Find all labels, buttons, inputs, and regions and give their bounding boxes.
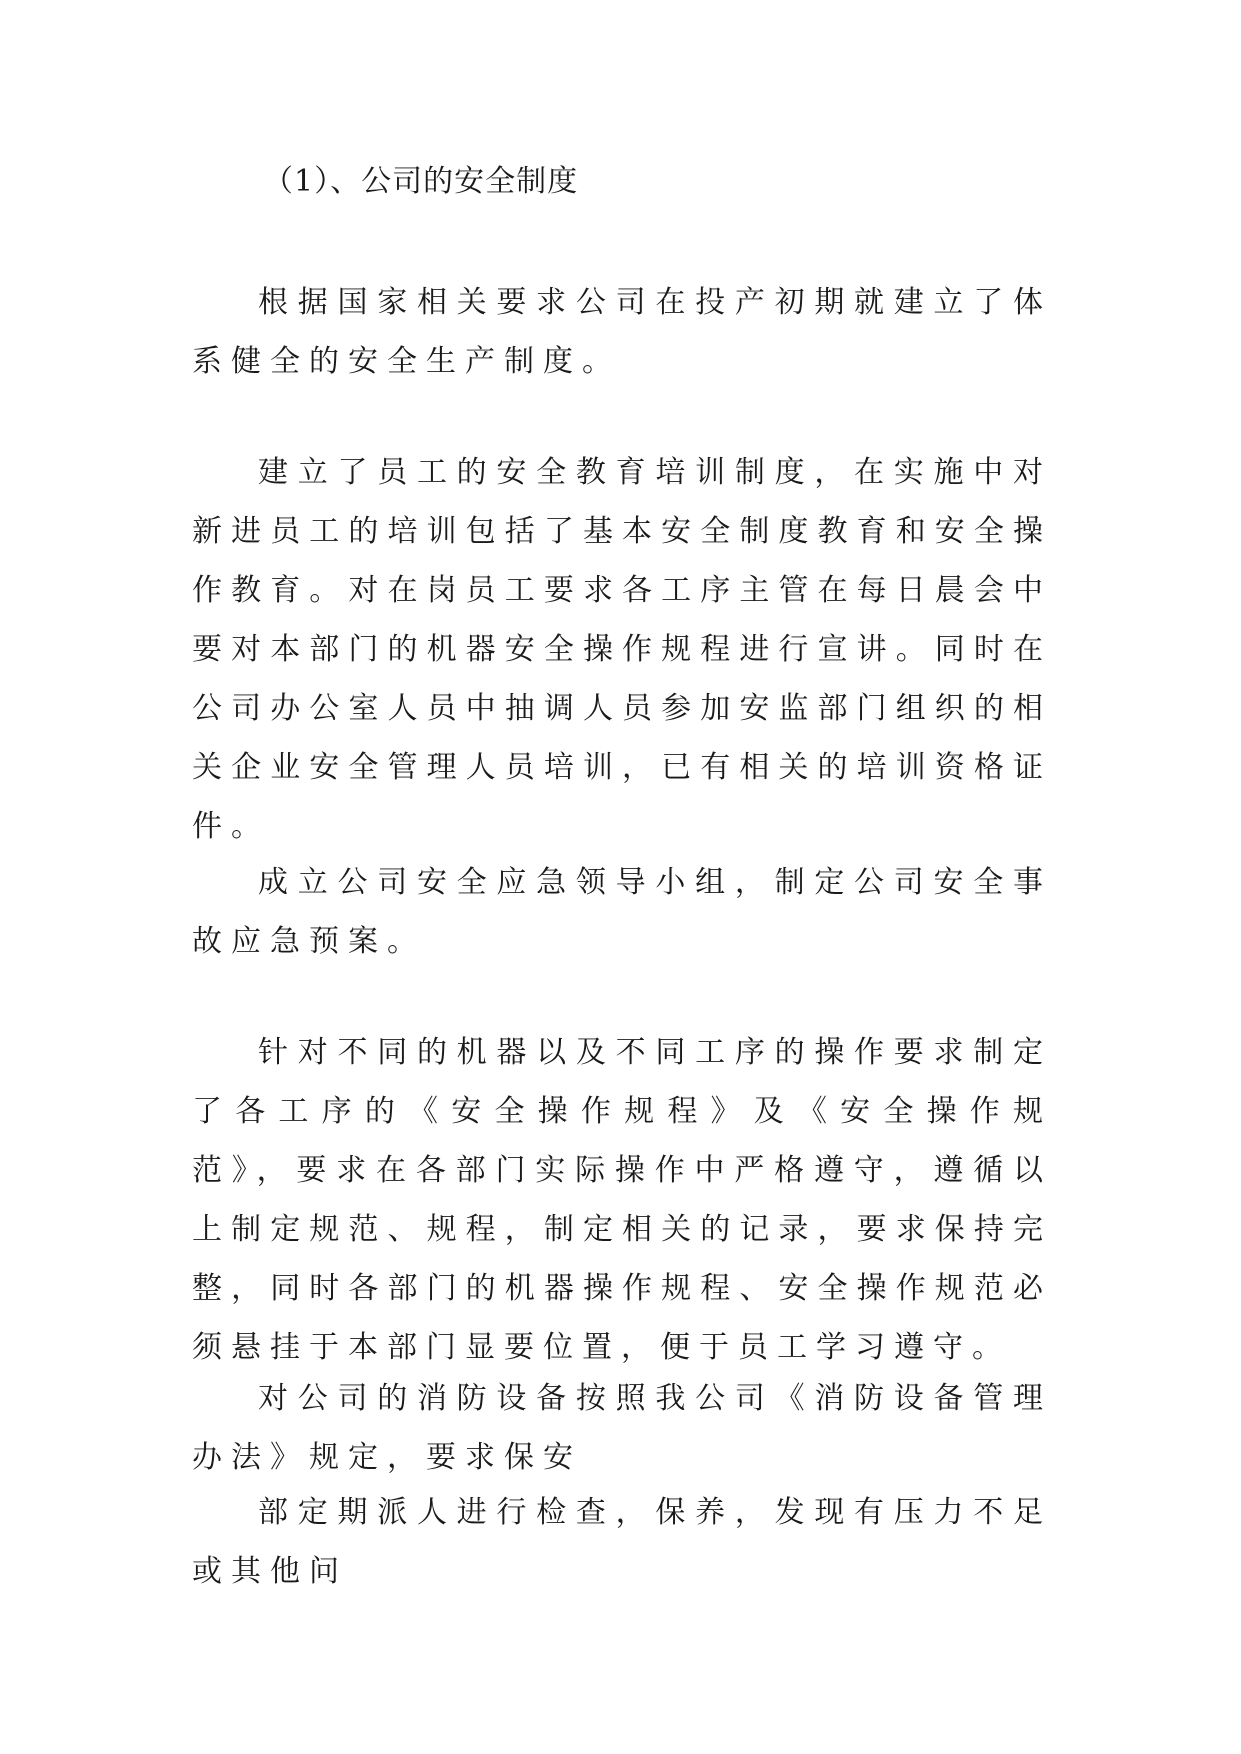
- section-heading: （1）、公司的安全制度: [263, 164, 579, 199]
- paragraph-operation-rules: 针对不同的机器以及不同工序的操作要求制定了各工序的《安全操作规程》及《安全操作规范》，要求在各部门实际操作中严格遵守，遵循以上制定规范、规程，制定相关的记录，要求保持完整，同时各部门的机器操作规程、安全操作规范必须悬挂于本部门显要位置，便于员工学习遵守。: [192, 1035, 1052, 1365]
- paragraph-inspection: 部定期派人进行检查，保养，发现有压力不足或其他问: [192, 1495, 1052, 1589]
- paragraph-fire-equipment: 对公司的消防设备按照我公司《消防设备管理办法》规定，要求保安: [192, 1381, 1052, 1475]
- paragraph-emergency-group: 成立公司安全应急领导小组，制定公司安全事故应急预案。: [192, 865, 1052, 959]
- paragraph-safety-system: 根据国家相关要求公司在投产初期就建立了体系健全的安全生产制度。: [192, 285, 1052, 379]
- paragraph-training-system: 建立了员工的安全教育培训制度，在实施中对新进员工的培训包括了基本安全制度教育和安全操作教育。对在岗员工要求各工序主管在每日晨会中要对本部门的机器安全操作规程进行宣讲。同时在公司办公室人员中抽调人员参加安监部门组织的相关企业安全管理人员培训，已有相关的培训资格证件。: [192, 455, 1052, 844]
